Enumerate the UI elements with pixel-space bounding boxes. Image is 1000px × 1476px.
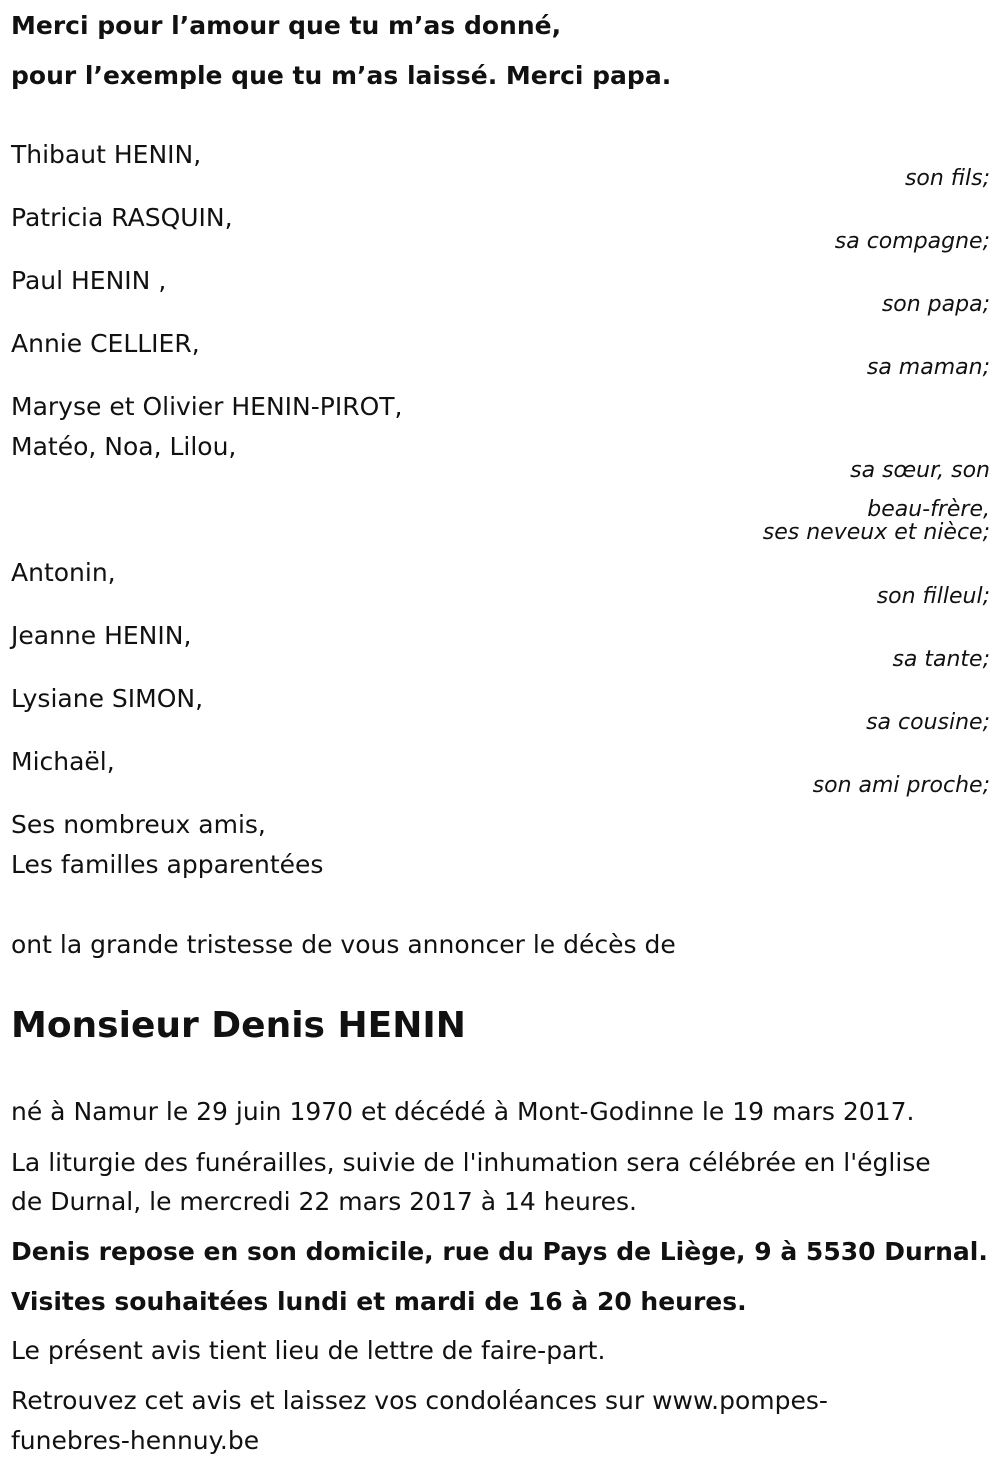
family-relation: son filleul;: [876, 584, 990, 609]
online-condolences-text: Retrouvez cet avis et laissez vos condoléances sur www.pompes-: [11, 1386, 828, 1415]
family-name: Antonin,: [11, 558, 116, 587]
visits-text: Visites souhaitées lundi et mardi de 16 à 20 heures.: [11, 1287, 747, 1316]
family-relation: sa tante;: [892, 647, 990, 672]
family-relation: beau-frère,: [867, 497, 990, 522]
family-name: Annie CELLIER,: [11, 329, 200, 358]
liturgy-text: de Durnal, le mercredi 22 mars 2017 à 14 heures.: [11, 1187, 637, 1216]
announcement-text: ont la grande tristesse de vous annoncer le décès de: [11, 930, 676, 959]
family-relation: son ami proche;: [812, 773, 990, 798]
birth-death-text: né à Namur le 29 juin 1970 et décédé à Mont-Godinne le 19 mars 2017.: [11, 1097, 915, 1126]
intro-line-1: Merci pour l’amour que tu m’as donné,: [11, 11, 562, 40]
family-name: Matéo, Noa, Lilou,: [11, 432, 237, 461]
family-name: Paul HENIN ,: [11, 266, 167, 295]
online-condolences-text: funebres-hennuy.be: [11, 1426, 260, 1455]
family-relation: ses neveux et nièce;: [762, 520, 990, 545]
family-relation: sa compagne;: [834, 229, 990, 254]
family-name: Michaël,: [11, 747, 115, 776]
deceased-name: Monsieur Denis HENIN: [11, 1005, 466, 1046]
liturgy-text: La liturgie des funérailles, suivie de l'inhumation sera célébrée en l'église: [11, 1148, 931, 1177]
family-name: Ses nombreux amis,: [11, 810, 266, 839]
family-relation: sa cousine;: [866, 710, 990, 735]
family-relation: sa sœur, son: [850, 458, 990, 483]
family-name: Maryse et Olivier HENIN-PIROT,: [11, 392, 403, 421]
family-name: Les familles apparentées: [11, 850, 324, 879]
family-name: Lysiane SIMON,: [11, 684, 204, 713]
notice-text: Le présent avis tient lieu de lettre de faire-part.: [11, 1336, 606, 1365]
family-name: Patricia RASQUIN,: [11, 203, 233, 232]
family-relation: son papa;: [881, 292, 990, 317]
rest-location-text: Denis repose en son domicile, rue du Pays de Liège, 9 à 5530 Durnal.: [11, 1237, 988, 1266]
intro-line-2: pour l’exemple que tu m’as laissé. Merci papa.: [11, 61, 672, 90]
family-relation: son fils;: [904, 166, 990, 191]
family-name: Jeanne HENIN,: [11, 621, 192, 650]
family-relation: sa maman;: [866, 355, 990, 380]
family-name: Thibaut HENIN,: [11, 140, 202, 169]
